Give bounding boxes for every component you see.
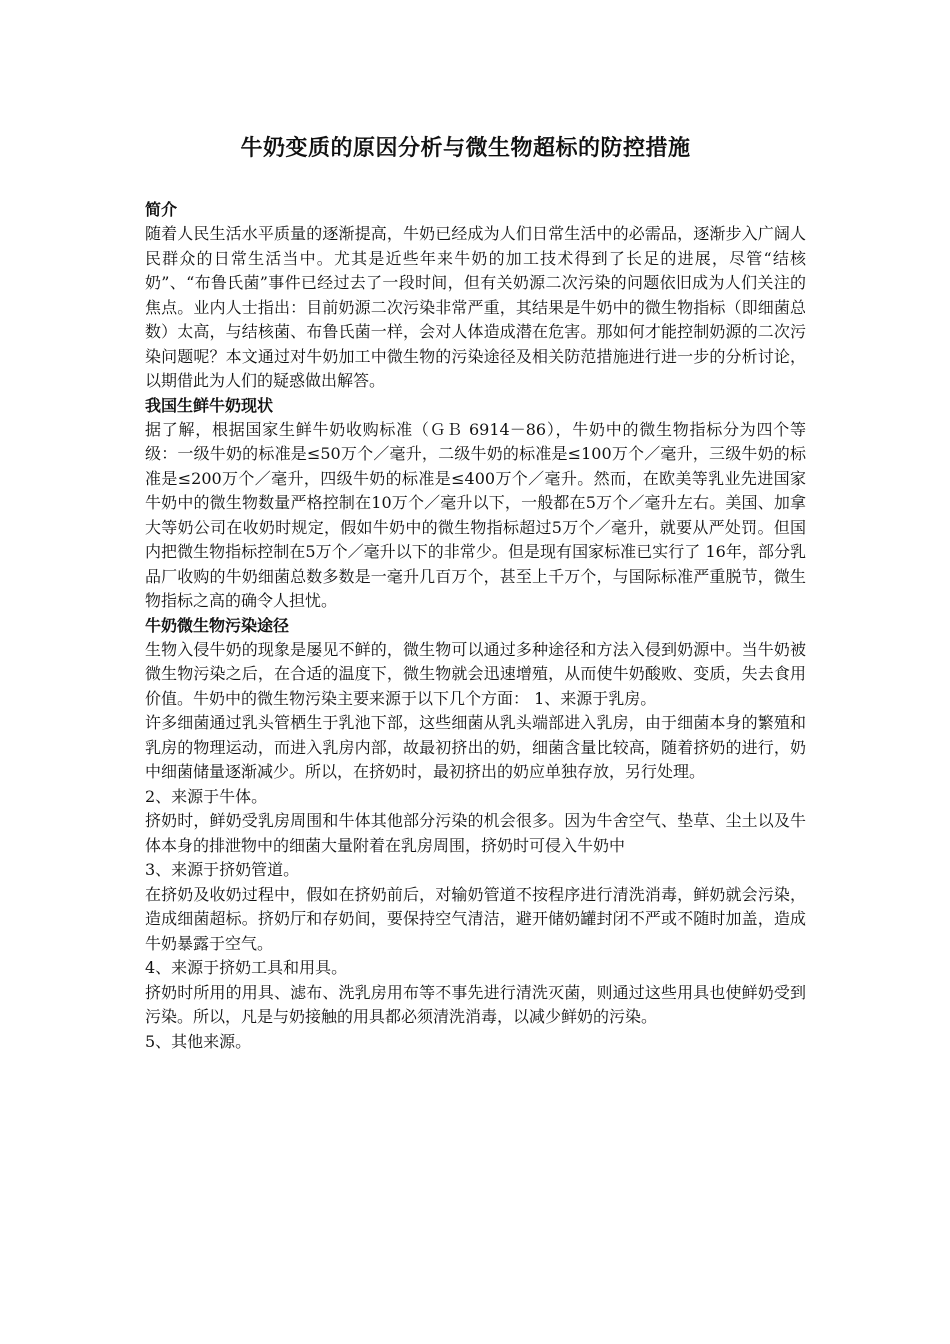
paragraph: 据了解，根据国家生鲜牛奶收购标准（ＧＢ 6914－86），牛奶中的微生物指标分为四个等级：一级牛奶的标准是≤50万个／毫升，二级牛奶的标准是≤100万个／毫升，三级牛奶的标准是≤200万个／毫升，四级牛奶的标准是≤400万个／毫升。然而，在欧美等乳业先进国家牛奶中的微生物数量严格控制在10万个／毫升以下，一般都在5万个／毫升左右。美国、加拿大等奶公司在收奶时规定，假如牛奶中的微生物指标超过5万个／毫升，就要从严处罚。但国内把微生物指标控制在5万个／毫升以下的非常少。但是现有国家标准已实行了 16年，部分乳品厂收购的牛奶细菌总数多数是一毫升几百万个，甚至上千万个，与国际标准严重脱节，微生物指标之高的确令人担忧。 — [145, 419, 806, 610]
page-title: 牛奶变质的原因分析与微生物超标的防控措施 — [240, 136, 691, 161]
section-heading: 我国生鲜牛奶现状 — [145, 395, 274, 415]
section-contamination — [145, 614, 806, 1055]
paragraph: 随着人民生活水平质量的逐渐提高，牛奶已经成为人们日常生活中的必需品，逐渐步入广阔人民群众的日常生活当中。尤其是近些年来牛奶的加工技术得到了长足的进展，尽管“结核奶”、“布鲁氏菌”事件已经过去了一段时间，但有关奶源二次污染的问题依旧成为人们关注的焦点。业内人士指出：目前奶源二次污染非常严重，其结果是牛奶中的微生物指标（即细菌总数）太高，与结核菌、布鲁氏菌一样，会对人体造成潜在危害。那如何才能控制奶源的二次污染问题呢？本文通过对牛奶加工中微生物的污染途径及相关防范措施进行进一步的分析讨论，以期借此为人们的疑惑做出解答。 — [145, 224, 806, 390]
section-heading: 牛奶微生物污染途径 — [145, 615, 290, 635]
paragraph: 生物入侵牛奶的现象是屡见不鲜的，微生物可以通过多种途径和方法入侵到奶源中。当牛奶被微生物污染之后，在合适的温度下，微生物就会迅速增殖，从而使牛奶酸败、变质，失去食用价值。牛奶中的微生物污染主要来源于以下几个方面： 1、来源于乳房。 — [145, 639, 806, 708]
list-item: 3、来源于挤奶管道。 — [145, 860, 300, 879]
list-item: 5、其他来源。 — [145, 1031, 252, 1051]
paragraph: 挤奶时，鲜奶受乳房周围和牛体其他部分污染的机会很多。因为牛舍空气、垫草、尘土以及牛体本身的排泄物中的细菌大量附着在乳房周围，挤奶时可侵入牛奶中 — [145, 811, 806, 855]
section-heading: 简介 — [145, 200, 178, 219]
section-status — [145, 394, 806, 614]
paragraph: 许多细菌通过乳头管栖生于乳池下部，这些细菌从乳头端部进入乳房，由于细菌本身的繁殖和乳房的物理运动，而进入乳房内部，故最初挤出的奶，细菌含量比较高，随着挤奶的进行，奶中细菌储量逐渐减少。所以，在挤奶时，最初挤出的奶应单独存放，另行处理。 — [145, 713, 806, 781]
paragraph: 在挤奶及收奶过程中，假如在挤奶前后，对输奶管道不按程序进行清洗消毒，鲜奶就会污染，造成细菌超标。挤奶厅和存奶间，要保持空气清洁，避开储奶罐封闭不严或不随时加盖，造成牛奶暴露于空气。 — [145, 884, 806, 953]
section-intro — [145, 198, 806, 394]
list-item: 2、来源于牛体。 — [145, 786, 268, 806]
paragraph: 挤奶时所用的用具、滤布、洗乳房用布等不事先进行清洗灭菌，则通过这些用具也使鲜奶受到污染。所以，凡是与奶接触的用具都必须清洗消毒，以减少鲜奶的污染。 — [145, 982, 806, 1026]
document-page — [145, 132, 806, 1054]
list-item: 4、来源于挤奶工具和用具。 — [145, 958, 348, 977]
